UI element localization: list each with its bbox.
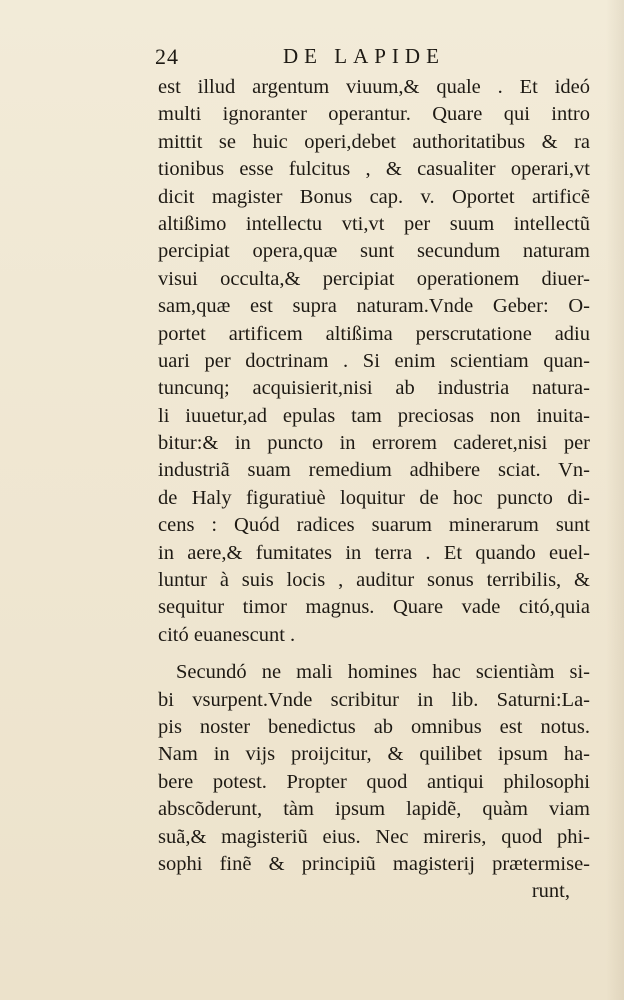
text-line: visui occulta,& percipiat operationem diuer- [158,267,590,290]
running-title: DE LAPIDE [283,44,445,68]
text-line: sam,quæ est supra naturam.Vnde Geber: O- [158,295,590,318]
text-line: altißimo intellectu vti,vt per suum intellectũ [158,212,590,235]
text-line: Nam in vijs proijcitur, & quilibet ipsum ha- [158,743,590,766]
text-line: suã,& magisteriũ eius. Nec mireris, quod phi- [158,825,590,848]
text-line: de Haly figuratiuè loquitur de hoc puncto di- [158,486,590,509]
text-line: in aere,& fumitates in terra . Et quando euel- [158,541,590,564]
page-header [155,44,595,74]
text-line: bere potest. Propter quod antiqui philosophi [158,770,590,793]
text-line: tuncunq; acquisierit,nisi ab industria natura- [158,377,590,400]
text-line: sequitur timor magnus. Quare vade citó,quia [158,596,590,619]
text-line: luntur à suis locis , auditur sonus terribilis, & [158,569,590,592]
text-line: uari per doctrinam . Si enim scientiam quan- [158,349,590,372]
text-line: citó euanescunt . [158,623,296,646]
paragraph-gap [158,649,590,659]
text-line: bitur:& in puncto in errorem caderet,nisi per [158,432,590,455]
paragraph-1 [158,74,590,649]
text-line: li iuuetur,ad epulas tam preciosas non inuita- [158,404,590,427]
text-line: industriã suam remedium adhibere sciat. Vn- [158,459,590,482]
page-edge-shadow [606,0,624,1000]
text-line: cens : Quód radices suarum minerarum sunt [158,514,590,537]
text-line: multi ignoranter operantur. Quare qui intro [158,103,590,126]
catchword: runt, [531,880,570,903]
text-line: bi vsurpent.Vnde scribitur in lib. Saturni:La- [158,688,590,711]
text-line: sophi finẽ & principiũ magisterij prætermise- [158,852,590,875]
text-line: pis noster benedictus ab omnibus est notus. [158,715,590,738]
text-line: Secundó ne mali homines hac scientiàm si- [176,661,590,684]
body-text [158,74,590,906]
text-line: dicit magister Bonus cap. v. Oportet artificẽ [158,185,590,208]
text-line: portet artificem altißima perscrutatione adiu [158,322,590,345]
text-line: mittit se huic operi,debet authoritatibus & ra [158,130,590,153]
paragraph-2 [158,659,590,878]
text-line: est illud argentum viuum,& quale . Et ideó [158,76,590,98]
text-line: percipiat opera,quæ sunt secundum naturam [158,240,590,263]
page-number: 24 [155,44,179,69]
text-line: tionibus esse fulcitus , & casualiter operari,vt [158,158,590,181]
text-line: abscõderunt, tàm ipsum lapidẽ, quàm viam [158,798,590,821]
